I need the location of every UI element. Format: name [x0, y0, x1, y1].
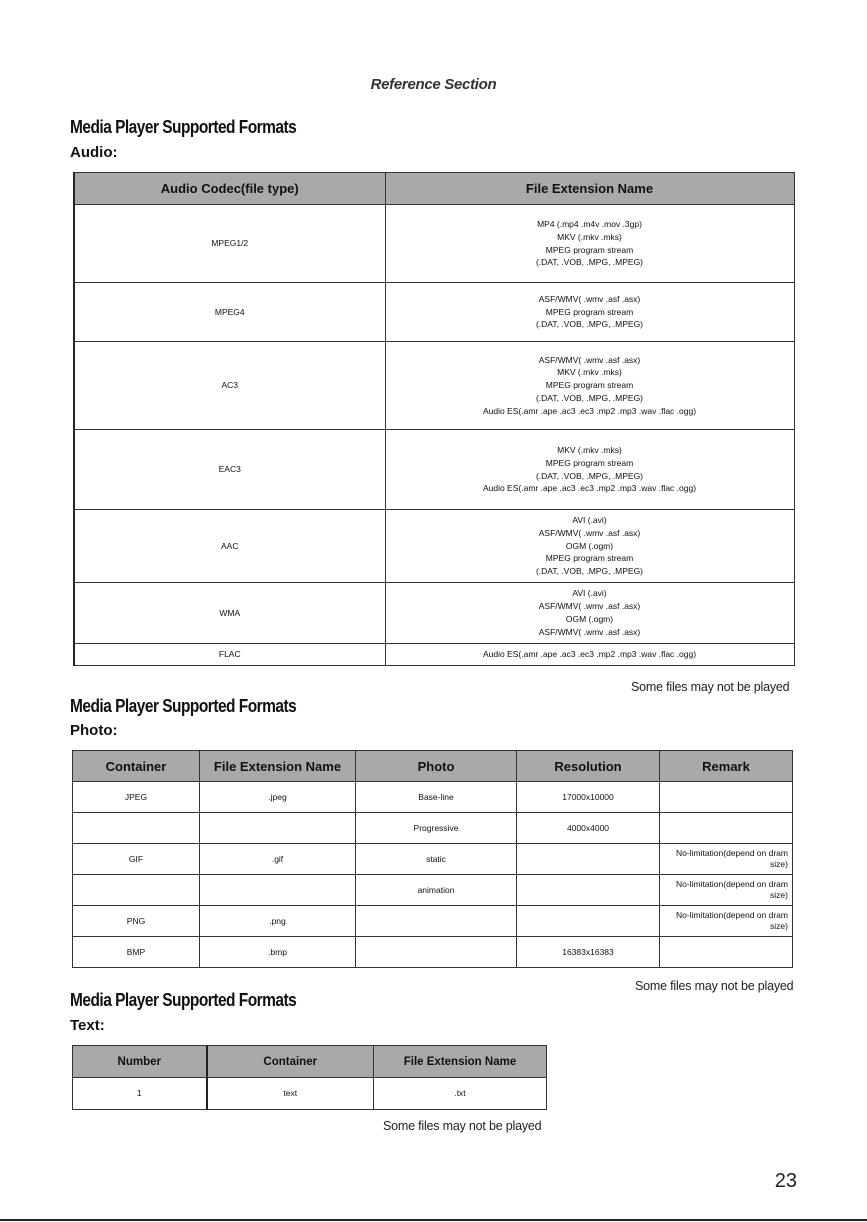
table-row: [74, 510, 794, 583]
table-cell: 1: [73, 1078, 207, 1110]
extension-line: ASF/WMV( .wmv .asf .asx): [538, 354, 641, 365]
table-row: [74, 205, 794, 283]
column-header: File Extension Name: [374, 1046, 547, 1078]
photo-formats-table: [72, 750, 793, 968]
extension-line: MPEG program stream: [545, 306, 634, 317]
extension-line: ASF/WMV( .wmv .asf .asx): [538, 601, 641, 612]
extension-line: MPEG program stream: [545, 380, 634, 391]
table-cell: [660, 782, 793, 813]
extension-line: OGM (.ogm): [565, 614, 614, 624]
page-number: 23: [774, 1170, 797, 1192]
table-cell: GIF: [73, 844, 200, 875]
reference-section-header: Reference Section: [370, 76, 497, 93]
extension-line: MKV (.mkv .mks): [557, 231, 622, 242]
audio-subheading: Audio:: [70, 144, 118, 161]
table-cell: [200, 813, 356, 844]
table-cell: [73, 813, 200, 844]
extension-line: AVI (.avi): [572, 588, 607, 599]
table-header-row: [74, 173, 794, 205]
text-subheading: Text:: [70, 1017, 105, 1034]
extension-line: MPEG program stream: [545, 457, 634, 468]
extension-line: ASF/WMV( .wmv .asf .asx): [538, 626, 641, 637]
extension-line: (.DAT, .VOB, .MPG, .MPEG): [535, 566, 644, 577]
codec-cell: EAC3: [74, 430, 385, 510]
table-header-row: [73, 1046, 547, 1078]
table-cell: 4000x4000: [517, 813, 660, 844]
table-cell: No-limitation(depend on dram size): [660, 844, 793, 875]
table-cell: .jpeg: [200, 782, 356, 813]
text-note: Some files may not be played: [383, 1119, 542, 1133]
table-cell: No-limitation(depend on dram size): [660, 875, 793, 906]
column-header: Photo: [356, 751, 517, 782]
photo-note: Some files may not be played: [635, 979, 794, 993]
table-cell: [517, 875, 660, 906]
table-row: [73, 937, 793, 968]
column-header: Audio Codec(file type): [74, 173, 385, 205]
table-cell: [517, 906, 660, 937]
table-row: [74, 430, 794, 510]
table-cell: [517, 844, 660, 875]
table-row: [74, 644, 794, 666]
extension-line: AVI (.avi): [572, 515, 607, 525]
extension-line: Audio ES(.amr .ape .ac3 .ec3 .mp2 .mp3 .wav .flac .ogg): [482, 483, 697, 494]
table-cell: .png: [200, 906, 356, 937]
extension-line: MPEG program stream: [545, 553, 634, 564]
table-cell: BMP: [73, 937, 200, 968]
table-cell: [356, 906, 517, 937]
table-row: [73, 906, 793, 937]
table-cell: animation: [356, 875, 517, 906]
extension-cell: [385, 205, 794, 283]
table-cell: [73, 875, 200, 906]
table-cell: JPEG: [73, 782, 200, 813]
table-cell: .bmp: [200, 937, 356, 968]
codec-cell: AAC: [74, 510, 385, 583]
table-cell: No-limitation(depend on dram size): [660, 906, 793, 937]
table-cell: Base-line: [356, 782, 517, 813]
column-header: Number: [73, 1046, 207, 1078]
text-formats-table: [72, 1045, 547, 1110]
table-cell: 16383x16383: [517, 937, 660, 968]
extension-line: Audio ES(.amr .ape .ac3 .ec3 .mp2 .mp3 .wav .flac .ogg): [482, 405, 697, 416]
photo-heading: Media Player Supported Formats: [70, 696, 297, 716]
table-cell: 17000x10000: [517, 782, 660, 813]
table-row: [74, 583, 794, 644]
table-cell: .gif: [200, 844, 356, 875]
extension-cell: [385, 430, 794, 510]
audio-formats-table: [73, 172, 795, 666]
table-cell: .txt: [374, 1078, 547, 1110]
extension-cell: [385, 510, 794, 583]
table-header-row: [73, 751, 793, 782]
column-header: File Extension Name: [200, 751, 356, 782]
extension-line: Audio ES(.amr .ape .ac3 .ec3 .mp2 .mp3 .wav .flac .ogg): [482, 649, 697, 660]
extension-line: (.DAT, .VOB, .MPG, .MPEG): [535, 470, 644, 481]
column-header: Resolution: [517, 751, 660, 782]
column-header: File Extension Name: [385, 173, 794, 205]
extension-line: ASF/WMV( .wmv .asf .asx): [538, 293, 641, 304]
extension-line: OGM (.ogm): [565, 540, 614, 551]
table-cell: [200, 875, 356, 906]
codec-cell: FLAC: [74, 644, 385, 666]
codec-cell: AC3: [74, 342, 385, 430]
table-cell: PNG: [73, 906, 200, 937]
audio-note: Some files may not be played: [631, 680, 790, 694]
extension-cell: [385, 583, 794, 644]
column-header: Container: [73, 751, 200, 782]
extension-cell: [385, 283, 794, 342]
column-header: Remark: [660, 751, 793, 782]
extension-line: (.DAT, .VOB, .MPG, .MPEG): [535, 257, 644, 268]
extension-line: (.DAT, .VOB, .MPG, .MPEG): [535, 392, 644, 403]
column-header: Container: [207, 1046, 374, 1078]
table-cell: [660, 813, 793, 844]
table-row: [74, 283, 794, 342]
codec-cell: MPEG4: [74, 283, 385, 342]
codec-cell: WMA: [74, 583, 385, 644]
table-row: [73, 1078, 547, 1110]
text-heading: Media Player Supported Formats: [70, 990, 297, 1010]
extension-line: MP4 (.mp4 .m4v .mov .3gp): [537, 218, 642, 229]
extension-cell: [385, 644, 794, 666]
table-cell: [660, 937, 793, 968]
extension-line: ASF/WMV( .wmv .asf .asx): [538, 527, 641, 538]
table-cell: [356, 937, 517, 968]
extension-line: MPEG program stream: [545, 244, 634, 255]
table-cell: text: [207, 1078, 374, 1110]
extension-line: MKV (.mkv .mks): [557, 367, 622, 378]
table-row: [74, 342, 794, 430]
extension-line: (.DAT, .VOB, .MPG, .MPEG): [535, 319, 644, 330]
bottom-rule: [0, 1219, 867, 1221]
table-cell: Progressive: [356, 813, 517, 844]
photo-subheading: Photo:: [70, 722, 118, 739]
extension-line: MKV (.mkv .mks): [557, 444, 622, 455]
extension-cell: [385, 342, 794, 430]
table-cell: static: [356, 844, 517, 875]
table-row: [73, 875, 793, 906]
table-row: [73, 782, 793, 813]
table-row: [73, 813, 793, 844]
table-row: [73, 844, 793, 875]
codec-cell: MPEG1/2: [74, 205, 385, 283]
audio-heading: Media Player Supported Formats: [70, 117, 297, 137]
